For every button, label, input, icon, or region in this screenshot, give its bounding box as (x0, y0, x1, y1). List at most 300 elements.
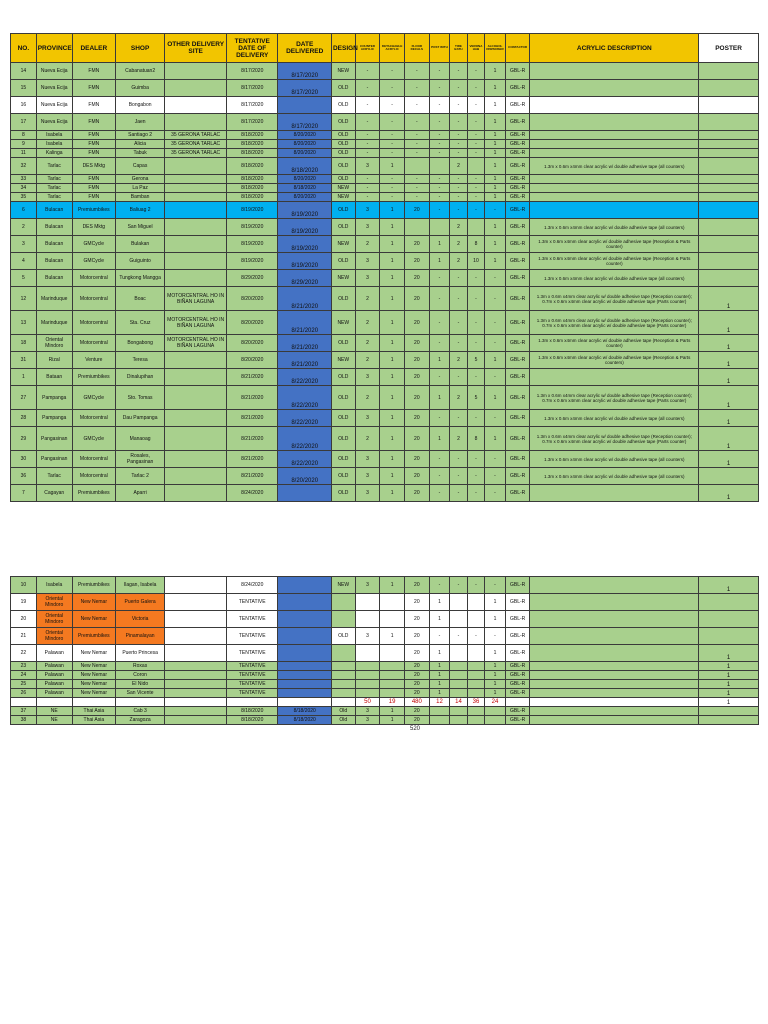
table-cell: FMN (72, 131, 115, 140)
table-cell: Zaragoza (115, 716, 164, 725)
table-cell: Sto. Tomas (115, 386, 164, 410)
table-cell: - (450, 63, 467, 80)
table-cell (278, 680, 332, 689)
table-cell: GBL-R (505, 236, 530, 253)
table-cell: OLD (331, 287, 355, 311)
table-cell: - (450, 131, 467, 140)
table-cell: 8/21/2020 (227, 369, 278, 386)
table-cell (165, 594, 227, 611)
table-cell: 1 (485, 149, 506, 158)
table-cell: MOTORCENTRAL HO IN BIÑAN LAGUNA (165, 287, 227, 311)
header-row (11, 34, 759, 63)
table-cell: GBL-R (505, 335, 530, 352)
delivery-table-main (10, 33, 759, 502)
table-cell (165, 219, 227, 236)
table-cell (699, 97, 759, 114)
table-cell: - (485, 577, 506, 594)
table-cell: 8/18/2020 (227, 131, 278, 140)
table-cell: 1 (485, 175, 506, 184)
table-cell: 8/17/2020 (278, 114, 332, 131)
table-cell: 6 (11, 202, 37, 219)
table-cell: OLD (331, 369, 355, 386)
table-cell: 1.3m x 0.6m x4mm clear acrylic w/ double adhesive tape (all counters) (530, 451, 699, 468)
column-header: COUNTER ACRYLIC (355, 34, 380, 63)
table-cell: 3 (355, 270, 380, 287)
table-cell (530, 628, 699, 645)
table-cell (467, 219, 484, 236)
table-cell: 1 (380, 202, 405, 219)
table-cell: 20 (404, 335, 429, 352)
table-cell: Oriental Mindoro (36, 335, 72, 352)
table-cell: 3 (355, 485, 380, 502)
table-cell: 8/19/2020 (227, 236, 278, 253)
table-row (11, 80, 759, 97)
table-cell: Cab 3 (115, 707, 164, 716)
table-cell: - (467, 80, 484, 97)
table-cell: Palawan (36, 689, 72, 698)
table-cell: 3 (355, 707, 380, 716)
table-cell (165, 671, 227, 680)
table-cell (467, 716, 484, 725)
table-cell: GBL-R (505, 219, 530, 236)
table-cell (530, 485, 699, 502)
table-cell (699, 149, 759, 158)
column-header: PROVINCE (36, 34, 72, 63)
table-cell: Motorcentral (72, 270, 115, 287)
table-cell: Bamban (115, 193, 164, 202)
table-cell: NE (36, 716, 72, 725)
table-cell: TENTATIVE (227, 680, 278, 689)
table-cell: MOTORCENTRAL HO IN BIÑAN LAGUNA (165, 335, 227, 352)
table-cell (331, 645, 355, 662)
column-header: OTHER DELIVERY SITE (165, 34, 227, 63)
table-cell: 2 (355, 386, 380, 410)
table-cell: 1 (699, 369, 759, 386)
table-cell: - (355, 80, 380, 97)
table-cell: - (380, 140, 405, 149)
table-cell (165, 175, 227, 184)
table-cell: 2 (355, 287, 380, 311)
table-cell: 8/21/2020 (278, 352, 332, 369)
table-cell: - (450, 97, 467, 114)
table-cell: - (485, 202, 506, 219)
table-cell (530, 662, 699, 671)
table-cell (699, 140, 759, 149)
column-header: TIRE BATH (450, 34, 467, 63)
table-cell (404, 219, 429, 236)
table-cell (331, 671, 355, 680)
table-row (11, 114, 759, 131)
table-cell: 1 (429, 671, 450, 680)
table-cell: GBL-R (505, 628, 530, 645)
table-cell: - (467, 193, 484, 202)
table-cell (485, 707, 506, 716)
table-row (11, 451, 759, 468)
table-cell: 20 (404, 707, 429, 716)
table-cell: GBL-R (505, 193, 530, 202)
table-cell: Premiumbikes (72, 369, 115, 386)
table-cell: OLD (331, 427, 355, 451)
table-cell: - (467, 335, 484, 352)
table-cell: Premiumbikes (72, 485, 115, 502)
table-cell: GMCycle (72, 386, 115, 410)
table-cell: NEW (331, 236, 355, 253)
table-cell: GBL-R (505, 149, 530, 158)
table-cell: GBL-R (505, 594, 530, 611)
table-cell: - (450, 577, 467, 594)
table-cell: 1.3m x 0.6m x4mm clear acrylic w/ double adhesive tape (Reception counter); 0.7m x 0.6m x4mm clear acrylic w/ double adhesive tape (Parts counter) (530, 386, 699, 410)
table-cell: - (450, 184, 467, 193)
table-cell (699, 193, 759, 202)
table-cell (355, 662, 380, 671)
table-cell: 8/24/2020 (227, 577, 278, 594)
table-cell (331, 662, 355, 671)
table-cell: 1 (485, 114, 506, 131)
table-cell: 2 (355, 236, 380, 253)
table-cell (165, 716, 227, 725)
table-cell (165, 63, 227, 80)
table-cell: OLD (331, 114, 355, 131)
table-cell: 1 (485, 427, 506, 451)
table-cell: 1 (429, 253, 450, 270)
table-row (11, 369, 759, 386)
table-cell: Motorcentral (72, 451, 115, 468)
table-cell: 8/18/2020 (227, 140, 278, 149)
table-cell: FMN (72, 63, 115, 80)
table-row (11, 611, 759, 628)
table-cell (530, 131, 699, 140)
table-cell (165, 114, 227, 131)
table-cell: Dau Pampanga (115, 410, 164, 427)
table-cell: GBL-R (505, 427, 530, 451)
table-cell: Kalinga (36, 149, 72, 158)
table-cell: - (485, 410, 506, 427)
table-cell (699, 175, 759, 184)
table-cell: San Miguel (115, 219, 164, 236)
table-cell: GBL-R (505, 485, 530, 502)
table-row (11, 410, 759, 427)
table-cell: Pampanga (36, 410, 72, 427)
table-row (11, 149, 759, 158)
table-cell (165, 410, 227, 427)
table-cell: - (429, 80, 450, 97)
table-cell: - (355, 131, 380, 140)
table-cell: 8/17/2020 (227, 97, 278, 114)
table-cell: 20 (404, 671, 429, 680)
table-row (11, 680, 759, 689)
column-header: SHOP (115, 34, 164, 63)
table-cell: Bulakan (115, 236, 164, 253)
table-cell: OLD (331, 80, 355, 97)
table-cell: Oriental Mindoro (36, 594, 72, 611)
table-cell: 8/18/2020 (227, 193, 278, 202)
table-cell: Thai Asia (72, 716, 115, 725)
table-cell (699, 202, 759, 219)
table-cell: 1 (485, 236, 506, 253)
table-cell: Oriental Mindoro (36, 611, 72, 628)
table-cell: 1 (485, 594, 506, 611)
table-cell: 8/22/2020 (278, 410, 332, 427)
table-cell: New Nemar (72, 594, 115, 611)
table-cell: 480 (404, 698, 429, 707)
table-cell (530, 689, 699, 698)
table-cell: El Nido (115, 680, 164, 689)
table-cell: - (450, 628, 467, 645)
column-header: VERONA HAB (467, 34, 484, 63)
table-cell: 20 (404, 716, 429, 725)
table-cell: 21 (11, 628, 37, 645)
table-cell: NEW (331, 352, 355, 369)
table-cell: 8/19/2020 (278, 219, 332, 236)
table-cell: TENTATIVE (227, 671, 278, 680)
table-cell (72, 698, 115, 707)
table-cell: 19 (11, 594, 37, 611)
table-cell: Palawan (36, 671, 72, 680)
table-cell (505, 698, 530, 707)
table-cell: 1 (485, 253, 506, 270)
table-cell: - (380, 63, 405, 80)
table-cell (278, 689, 332, 698)
table-cell: GBL-R (505, 662, 530, 671)
table-cell: 1 (485, 386, 506, 410)
table-cell (165, 236, 227, 253)
table-cell: 9 (11, 140, 37, 149)
table-cell: - (467, 451, 484, 468)
table-cell (165, 451, 227, 468)
table-cell (278, 671, 332, 680)
table-row (11, 202, 759, 219)
table-row (11, 352, 759, 369)
table-cell: Tarlac 2 (115, 468, 164, 485)
table-cell (530, 369, 699, 386)
table-cell (699, 628, 759, 645)
table-cell: - (429, 468, 450, 485)
table-cell: Motorcentral (72, 468, 115, 485)
table-cell: GBL-R (505, 175, 530, 184)
table-cell: OLD (331, 131, 355, 140)
table-cell: - (485, 335, 506, 352)
table-cell: Motorcentral (72, 410, 115, 427)
table-cell: - (429, 287, 450, 311)
table-cell (165, 386, 227, 410)
table-cell: 8/17/2020 (278, 63, 332, 80)
table-cell (380, 662, 405, 671)
table-cell (165, 253, 227, 270)
column-header: CONTACTOR (505, 34, 530, 63)
table-cell: GMCycle (72, 253, 115, 270)
table-cell (699, 707, 759, 716)
table-cell (278, 485, 332, 502)
table-cell: - (450, 311, 467, 335)
table-cell: FMN (72, 97, 115, 114)
table-cell: - (467, 287, 484, 311)
table-cell: 1 (699, 698, 759, 707)
grand-total: 520 (410, 726, 421, 732)
table-cell: 1 (699, 662, 759, 671)
table-cell: 8/29/2020 (278, 270, 332, 287)
table-cell: Premiumbikes (72, 202, 115, 219)
table-cell: GBL-R (505, 97, 530, 114)
table-cell: Motorcentral (72, 311, 115, 335)
table-cell: 8/21/2020 (227, 386, 278, 410)
table-cell: 1 (429, 662, 450, 671)
table-cell: 20 (404, 202, 429, 219)
table-cell (530, 671, 699, 680)
table-cell: 1 (699, 335, 759, 352)
table-cell: 8/17/2020 (227, 63, 278, 80)
table-cell: 8/17/2020 (278, 80, 332, 97)
table-cell: - (450, 410, 467, 427)
table-cell: 1 (429, 689, 450, 698)
table-cell: - (404, 140, 429, 149)
table-cell: Cagayan (36, 485, 72, 502)
table-cell: 1.3m x 0.6m x4mm clear acrylic w/ double adhesive tape (Reception & Parts counter) (530, 335, 699, 352)
table-cell (699, 594, 759, 611)
table-cell: - (485, 270, 506, 287)
table-cell: 34 (11, 184, 37, 193)
table-cell (36, 698, 72, 707)
table-cell: - (467, 577, 484, 594)
table-cell: - (355, 175, 380, 184)
table-cell: 24 (485, 698, 506, 707)
table-cell: 5 (467, 386, 484, 410)
table-cell: 3 (355, 369, 380, 386)
table-cell: - (380, 149, 405, 158)
table-row (11, 158, 759, 175)
table-cell: OLD (331, 451, 355, 468)
table-cell (278, 594, 332, 611)
table-cell: - (404, 131, 429, 140)
table-cell: Old (331, 707, 355, 716)
table-cell: 1 (380, 311, 405, 335)
table-cell: 2 (355, 427, 380, 451)
table-cell (530, 594, 699, 611)
table-cell: 1 (380, 386, 405, 410)
table-cell (380, 611, 405, 628)
table-cell: 1.3m x 0.6m x4mm clear acrylic w/ double adhesive tape (Reception & Parts counters) (530, 352, 699, 369)
table-cell: 3 (355, 253, 380, 270)
table-cell (165, 485, 227, 502)
table-cell: 1 (429, 594, 450, 611)
table-cell: GBL-R (505, 386, 530, 410)
table-cell: GBL-R (505, 716, 530, 725)
table-cell: GBL-R (505, 707, 530, 716)
table-cell: GBL-R (505, 410, 530, 427)
table-cell: 1 (380, 427, 405, 451)
table-cell (278, 97, 332, 114)
table-cell: 20 (404, 427, 429, 451)
table-cell: 20 (404, 645, 429, 662)
table-cell (467, 707, 484, 716)
table-cell: 8/18/2020 (227, 175, 278, 184)
table-cell: 8/18/2020 (278, 184, 332, 193)
table-cell: 1.3m x 0.6m x4mm clear acrylic w/ double adhesive tape (Reception counter); 0.7m x 0.6m x4mm clear acrylic w/ double adhesive tape (Parts counter) (530, 311, 699, 335)
table-cell: 10 (11, 577, 37, 594)
table-cell: 1 (485, 671, 506, 680)
table-cell: GBL-R (505, 311, 530, 335)
table-cell: 8/22/2020 (278, 386, 332, 410)
table-cell (699, 114, 759, 131)
table-cell: 1 (485, 689, 506, 698)
table-cell: - (355, 184, 380, 193)
table-cell: 1 (380, 287, 405, 311)
table-cell: Sta. Cruz (115, 311, 164, 335)
table-cell: - (450, 335, 467, 352)
table-cell: GBL-R (505, 369, 530, 386)
table-cell: 1 (380, 352, 405, 369)
table-cell: 13 (11, 311, 37, 335)
table-cell: 2 (355, 352, 380, 369)
table-cell (699, 184, 759, 193)
table-cell: 8/22/2020 (278, 369, 332, 386)
table-row (11, 427, 759, 451)
table-cell: FMN (72, 114, 115, 131)
table-cell: 2 (355, 335, 380, 352)
table-cell: Palawan (36, 645, 72, 662)
table-cell: Bulacan (36, 270, 72, 287)
table-cell: 1 (699, 680, 759, 689)
table-cell: NEW (331, 270, 355, 287)
table-cell (380, 645, 405, 662)
table-cell: 1 (699, 485, 759, 502)
table-cell: Gerona (115, 175, 164, 184)
table-cell (278, 577, 332, 594)
table-cell: 20 (404, 287, 429, 311)
table-cell (530, 680, 699, 689)
table-cell (331, 594, 355, 611)
table-cell: Marinduque (36, 287, 72, 311)
table-cell (380, 689, 405, 698)
table-cell: 1 (380, 716, 405, 725)
table-cell: GBL-R (505, 352, 530, 369)
table-cell: 8/18/2020 (278, 158, 332, 175)
table-cell: - (380, 80, 405, 97)
table-cell: - (404, 184, 429, 193)
table-cell: OLD (331, 149, 355, 158)
table-cell: 8/19/2020 (227, 219, 278, 236)
table-cell: 1.3m x 0.6m x4mm clear acrylic w/ double adhesive tape (Reception counter); 0.7m x 0.6m x4mm clear acrylic w/ double adhesive tape (Parts counter) (530, 287, 699, 311)
table-cell: - (429, 451, 450, 468)
table-cell: 1 (380, 253, 405, 270)
table-cell: 8/20/2020 (278, 149, 332, 158)
table-cell (165, 369, 227, 386)
table-cell: 25 (11, 680, 37, 689)
table-cell (429, 158, 450, 175)
table-cell: DES Mktg (72, 219, 115, 236)
table-cell (165, 628, 227, 645)
table-cell: OLD (331, 335, 355, 352)
table-cell: OLD (331, 158, 355, 175)
table-cell: 1 (699, 671, 759, 680)
table-cell (699, 63, 759, 80)
table-cell (467, 594, 484, 611)
table-cell (355, 680, 380, 689)
table-cell: 1 (429, 236, 450, 253)
table-cell (530, 140, 699, 149)
table-cell: 14 (450, 698, 467, 707)
table-cell: NEW (331, 184, 355, 193)
table-cell: 12 (11, 287, 37, 311)
table-cell: Thai Asia (72, 707, 115, 716)
table-cell: 8/20/2020 (278, 131, 332, 140)
table-cell: 3 (355, 410, 380, 427)
table-cell: 22 (11, 645, 37, 662)
table-cell: 8/29/2020 (227, 270, 278, 287)
table-cell (485, 716, 506, 725)
table-cell: 1 (380, 468, 405, 485)
table-cell: 1 (380, 369, 405, 386)
table-cell: 1.3m x 0.6m x4mm clear acrylic w/ double adhesive tape (Reception counter); 0.7m x 0.6m x4mm clear acrylic w/ double adhesive tape (Parts counter) (530, 427, 699, 451)
